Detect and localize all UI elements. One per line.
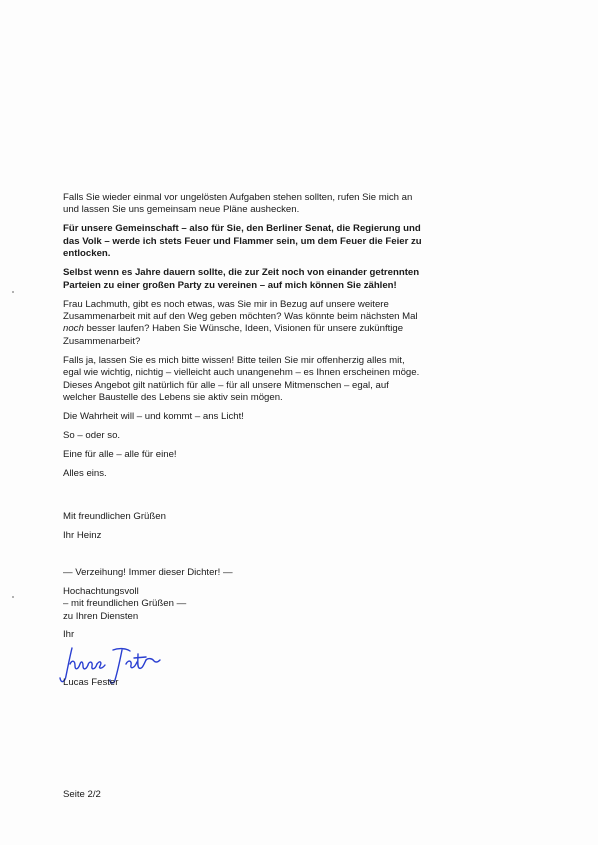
text-run: Frau Lachmuth, gibt es noch etwas, was Sie mir in Bezug auf unsere weitere Zusammenarbeit mit auf den Weg geben möchten? Was könnte beim nächsten Mal	[63, 298, 418, 323]
closing-formal	[63, 586, 423, 623]
paragraph-bold: Selbst wenn es Jahre dauern sollte, die zur Zeit noch von einander getrennten Parteien zu einer großen Party zu vereinen – auf mich können Sie zählen!	[63, 267, 420, 291]
paragraph: Falls Sie wieder einmal vor ungelösten Aufgaben stehen sollten, rufen Sie mich an und lassen Sie uns gemeinsam neue Pläne aushecken.	[63, 192, 413, 216]
closing-greeting	[63, 511, 423, 523]
paragraph: Falls ja, lassen Sie es mich bitte wissen! Bitte teilen Sie mir offenherzig alles mit, egal wie wichtig, nichtig – vielleicht auch unangenehm – es Ihnen erscheinen möge. Dieses Angebot gilt natürlich für alle – für all unsere Mitmenschen – egal, auf welcher Baustelle des Lebens sie aktiv sein mögen.	[63, 354, 420, 404]
scan-mark	[12, 291, 14, 293]
signer-name: Lucas Fester	[63, 677, 119, 688]
closing-name	[63, 677, 423, 689]
page-number: Seite 2/2	[63, 789, 101, 800]
letter-body	[63, 192, 423, 487]
paragraph: Die Wahrheit will – und kommt – ans Licht!	[63, 411, 244, 423]
emphasis: noch	[63, 323, 84, 335]
paragraph	[63, 299, 423, 349]
formal-line: – mit freundlichen Grüßen —	[63, 598, 187, 610]
paragraph: Eine für alle – alle für eine!	[63, 449, 177, 461]
scan-mark	[12, 596, 14, 598]
paragraph: So – oder so.	[63, 430, 121, 442]
closing-from	[63, 530, 423, 542]
formal-line: Hochachtungsvoll	[63, 586, 139, 597]
formal-line: zu Ihren Diensten	[63, 610, 139, 622]
closing-aside	[63, 567, 423, 579]
paragraph: Alles eins.	[63, 468, 107, 480]
from-text: Ihr Heinz	[63, 530, 102, 541]
paragraph-bold: Für unsere Gemeinschaft – also für Sie, den Berliner Senat, die Regierung und das Volk – werde ich stets Feuer und Flammer sein, um dem Feuer die Feier zu entlocken.	[63, 223, 422, 260]
text-run: besser laufen? Haben Sie Wünsche, Ideen, Visionen für unsere zukünftige Zusammenarbeit?	[63, 323, 404, 347]
ihr-text: Ihr	[63, 629, 75, 640]
aside-text: — Verzeihung! Immer dieser Dichter! —	[63, 567, 233, 578]
greeting-text: Mit freundlichen Grüßen	[63, 511, 166, 522]
